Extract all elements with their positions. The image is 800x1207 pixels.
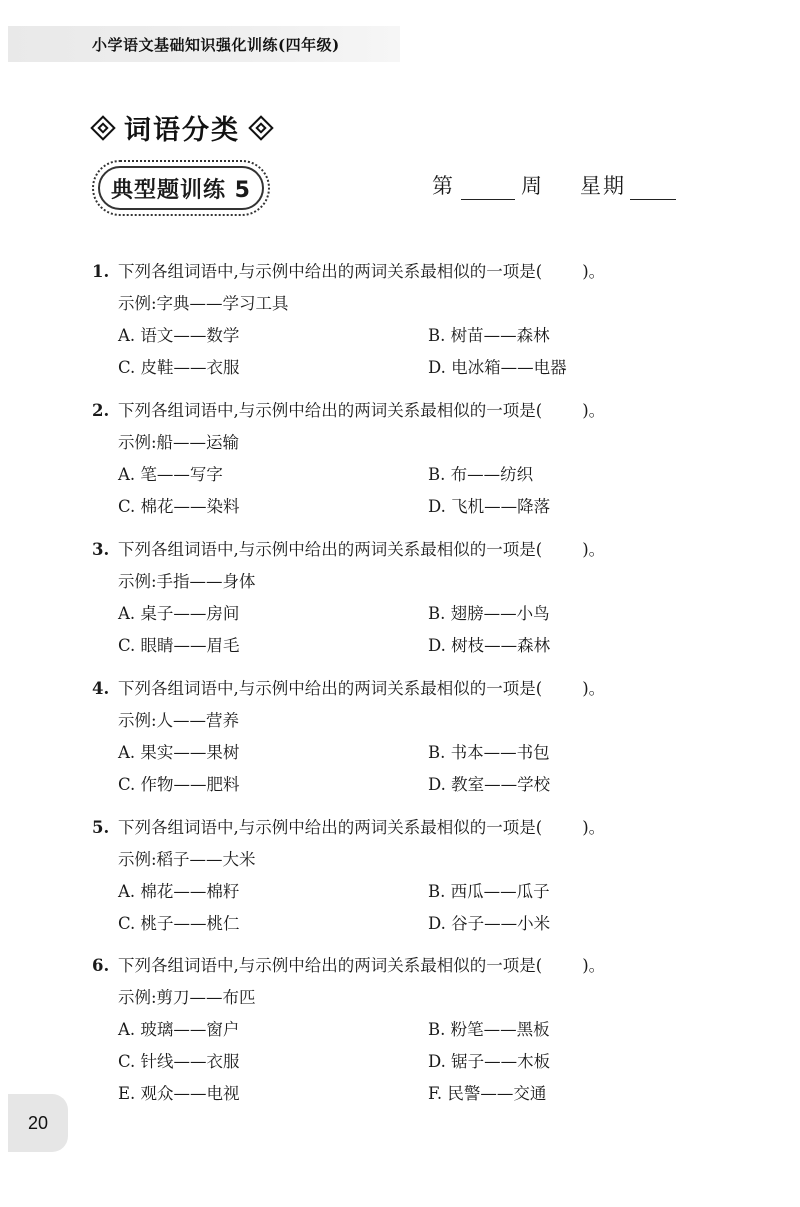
question-example: 示例:人——营养: [118, 711, 240, 730]
option-row: [118, 1016, 738, 1040]
book-title: 小学语文基础知识强化训练(四年级): [92, 36, 340, 54]
option-b[interactable]: B. 树苗——森林: [428, 326, 550, 345]
week-day-field: [432, 170, 676, 200]
question-number: 2.: [92, 401, 110, 420]
question-text: 下列各组词语中,与示例中给出的两词关系最相似的一项是(: [118, 956, 543, 975]
question-stem: [92, 814, 738, 838]
option-a[interactable]: A. 笔——写字: [118, 465, 223, 484]
question-number: 4.: [92, 679, 110, 698]
diamond-icon: [90, 115, 115, 140]
option-a[interactable]: A. 玻璃——窗户: [118, 1020, 240, 1039]
option-f[interactable]: F. 民警——交通: [428, 1084, 547, 1103]
question-stem: [92, 397, 738, 421]
option-row: [118, 354, 738, 378]
question-close: )。: [582, 818, 606, 837]
question-1: [92, 258, 738, 378]
question-example: 示例:稻子——大米: [118, 850, 256, 869]
option-c[interactable]: C. 作物——肥料: [118, 775, 240, 794]
option-c[interactable]: C. 桃子——桃仁: [118, 914, 240, 933]
option-d[interactable]: D. 锯子——木板: [428, 1052, 551, 1071]
question-3: [92, 536, 738, 656]
question-number: 6.: [92, 956, 110, 975]
option-b[interactable]: B. 书本——书包: [428, 743, 550, 762]
question-text: 下列各组词语中,与示例中给出的两词关系最相似的一项是(: [118, 679, 543, 698]
option-a[interactable]: A. 桌子——房间: [118, 604, 240, 623]
question-4: [92, 675, 738, 795]
option-c[interactable]: C. 眼睛——眉毛: [118, 636, 240, 655]
question-stem: [92, 536, 738, 560]
question-text: 下列各组词语中,与示例中给出的两词关系最相似的一项是(: [118, 818, 543, 837]
option-row: [118, 771, 738, 795]
weekday-blank[interactable]: [630, 177, 676, 200]
question-5: [92, 814, 738, 934]
option-b[interactable]: B. 翅膀——小鸟: [428, 604, 550, 623]
option-b[interactable]: B. 西瓜——瓜子: [428, 882, 550, 901]
question-stem: [92, 675, 738, 699]
question-close: )。: [582, 956, 606, 975]
question-number: 3.: [92, 540, 110, 559]
option-d[interactable]: D. 飞机——降落: [428, 497, 551, 516]
option-d[interactable]: D. 树枝——森林: [428, 636, 551, 655]
weekday-label: 星期: [580, 174, 626, 198]
option-d[interactable]: D. 谷子——小米: [428, 914, 551, 933]
page-number: 20: [8, 1094, 68, 1152]
question-example: 示例:手指——身体: [118, 572, 256, 591]
week-prefix: 第: [432, 174, 455, 198]
option-e[interactable]: E. 观众——电视: [118, 1084, 240, 1103]
option-c[interactable]: C. 棉花——染料: [118, 497, 240, 516]
option-d[interactable]: D. 教室——学校: [428, 775, 551, 794]
question-example: 示例:船——运输: [118, 433, 240, 452]
option-c[interactable]: C. 皮鞋——衣服: [118, 358, 240, 377]
badge-label: 典型题训练 5: [111, 177, 251, 203]
option-a[interactable]: A. 棉花——棉籽: [118, 882, 240, 901]
question-text: 下列各组词语中,与示例中给出的两词关系最相似的一项是(: [118, 540, 543, 559]
option-row: [118, 910, 738, 934]
question-2: [92, 397, 738, 517]
option-row: [118, 322, 738, 346]
question-stem: [92, 258, 738, 282]
question-example: 示例:字典——学习工具: [118, 294, 289, 313]
question-close: )。: [582, 679, 606, 698]
option-row: [118, 461, 738, 485]
week-number-blank[interactable]: [461, 177, 515, 200]
diamond-icon: [248, 115, 273, 140]
option-row: [118, 1048, 738, 1072]
option-row: [118, 493, 738, 517]
option-row: [118, 1080, 738, 1104]
option-c[interactable]: C. 针线——衣服: [118, 1052, 240, 1071]
question-close: )。: [582, 262, 606, 281]
option-row: [118, 600, 738, 624]
week-suffix: 周: [521, 174, 544, 198]
question-number: 5.: [92, 818, 110, 837]
question-close: )。: [582, 540, 606, 559]
option-a[interactable]: A. 果实——果树: [118, 743, 240, 762]
training-badge: [92, 160, 270, 216]
section-title: [88, 108, 270, 147]
option-b[interactable]: B. 布——纺织: [428, 465, 534, 484]
option-row: [118, 878, 738, 902]
question-stem: [92, 952, 738, 976]
option-row: [118, 739, 738, 763]
option-row: [118, 632, 738, 656]
question-text: 下列各组词语中,与示例中给出的两词关系最相似的一项是(: [118, 262, 543, 281]
question-text: 下列各组词语中,与示例中给出的两词关系最相似的一项是(: [118, 401, 543, 420]
option-d[interactable]: D. 电冰箱——电器: [428, 358, 567, 377]
question-close: )。: [582, 401, 606, 420]
section-title-text: 词语分类: [124, 115, 240, 146]
question-example: 示例:剪刀——布匹: [118, 988, 256, 1007]
question-number: 1.: [92, 262, 110, 281]
option-b[interactable]: B. 粉笔——黑板: [428, 1020, 550, 1039]
question-6: [92, 952, 738, 1104]
option-a[interactable]: A. 语文——数学: [118, 326, 240, 345]
